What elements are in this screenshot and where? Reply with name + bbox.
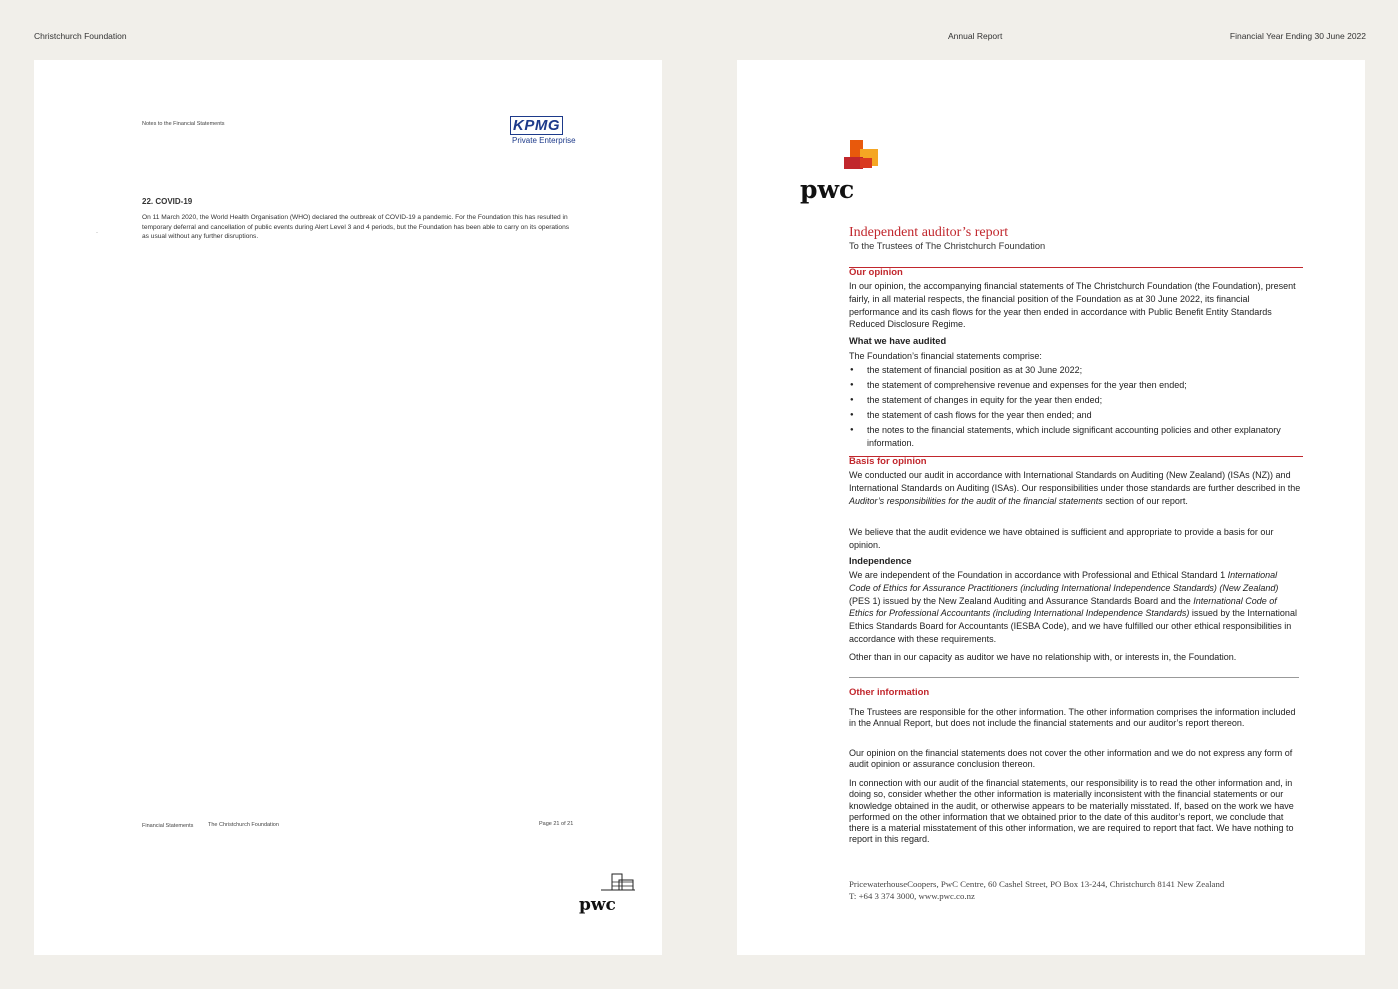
list-item: ● the notes to the financial statements, which include significant accounting policies and other explanatory information.: [849, 424, 1301, 450]
pwc-stamp-logo: [579, 872, 639, 917]
footer-page-number: Page 21 of 21: [539, 821, 574, 827]
list-item: ● the statement of cash flows for the year then ended; and: [849, 409, 1301, 422]
address-line: PricewaterhouseCoopers, PwC Centre, 60 Cashel Street, PO Box 13-244, Christchurch 8141 New Zealand: [849, 879, 1225, 889]
firm-address: [849, 878, 1224, 902]
basis-heading: Basis for opinion: [849, 456, 927, 467]
document-header: [0, 31, 1398, 45]
scan-mark: ·: [96, 230, 98, 236]
pwc-stamp-word: pwc: [579, 895, 616, 915]
what-audited-list: [849, 364, 1301, 452]
list-item: ● the statement of comprehensive revenue and expenses for the year then ended;: [849, 379, 1301, 392]
footer-label: Financial Statements: [142, 823, 194, 829]
report-subtitle: To the Trustees of The Christchurch Foundation: [849, 241, 1046, 251]
kpmg-wordmark: KPMG: [510, 116, 563, 135]
page-auditor-report: [737, 60, 1365, 955]
notes-label: Notes to the Financial Statements: [142, 121, 225, 127]
what-audited-intro: The Foundation’s financial statements comprise:: [849, 351, 1042, 361]
our-opinion-heading: Our opinion: [849, 267, 903, 278]
kpmg-subtitle: Private Enterprise: [512, 136, 576, 145]
list-item: ● the statement of financial position as at 30 June 2022;: [849, 364, 1301, 377]
other-info-text-2: Our opinion on the financial statements does not cover the other information and we do not express any form of audit opinion or assurance conclusion thereon.: [849, 748, 1293, 770]
list-item: ● the statement of changes in equity for the year then ended;: [849, 394, 1301, 407]
section-divider: [849, 267, 1303, 268]
other-info-text-1: The Trustees are responsible for the other information. The other information comprises the information included in the Annual Report, but does not include the financial statements and our auditor’s report thereon.: [849, 707, 1296, 729]
section-heading: 22. COVID-19: [142, 197, 193, 206]
independence-text-2: Other than in our capacity as auditor we have no relationship with, or interests in, the Foundation.: [849, 652, 1237, 662]
independence-heading: Independence: [849, 556, 912, 566]
report-title: Independent auditor’s report: [849, 225, 1009, 240]
header-financial-year: Financial Year Ending 30 June 2022: [1229, 31, 1366, 41]
section-text: On 11 March 2020, the World Health Organisation (WHO) declared the outbreak of COVID-19 a pandemic. For the Foundation this has resulted in temporary deferral and cancellation of public events during Alert Level 3 and 4 periods, but the Foundation has been able to carry on its operations as usual without any further disruptions.: [142, 214, 570, 240]
pwc-wordmark: pwc: [800, 175, 855, 204]
other-info-heading: Other information: [849, 687, 930, 698]
basis-text-1: We conducted our audit in accordance with International Standards on Auditing (New Zealand) (ISAs (NZ)) and International Standards on Auditing (ISAs). Our responsibilities under those standards are further described in the Auditor’s responsibilities for the audit of the financial statements section of our report.: [849, 470, 1301, 506]
independence-text-1: We are independent of the Foundation in accordance with Professional and Ethical Standard 1 International Code of Ethics for Assurance Practitioners (including International Independence Standards) (New Zealand) (PES 1) issued by the New Zealand Auditing and Assurance Standards Board and the International Code of Ethics for Professional Accountants (including International Independence Standards) issued by the International Ethics Standards Board for Accountants (IESBA Code), and we have fulfilled our other ethical responsibilities in accordance with these requirements.: [849, 570, 1297, 644]
header-organisation: Christchurch Foundation: [34, 31, 127, 41]
header-document-type: Annual Report: [948, 31, 1003, 41]
other-info-text-3: In connection with our audit of the financial statements, our responsibility is to read the other information and, in doing so, consider whether the other information is materially inconsistent with the financial statements or our knowledge obtained in the audit, or otherwise appears to be materially misstated. If, based on the work we have performed on the other information that we obtained prior to the date of this auditor’s report, we conclude that there is a material misstatement of this other information, we are required to report that fact. We have nothing to report in this regard.: [849, 778, 1294, 845]
pwc-logo: [800, 140, 890, 202]
basis-text-2: We believe that the audit evidence we have obtained is sufficient and appropriate to provide a basis for our opinion.: [849, 527, 1274, 550]
contact-line: T: +64 3 374 3000, www.pwc.co.nz: [849, 891, 975, 901]
our-opinion-text: In our opinion, the accompanying financial statements of The Christchurch Foundation (the Foundation), present fairly, in all material respects, the financial position of the Foundation as at 30 June 2022, its financial performance and its cash flows for the year then ended in accordance with Public Benefit Entity Standards Reduced Disclosure Regime.: [849, 281, 1296, 330]
kpmg-logo: [510, 117, 576, 145]
footer-organisation: The Christchurch Foundation: [208, 822, 279, 828]
page-notes-covid: [34, 60, 662, 955]
section-divider: [849, 677, 1299, 678]
what-audited-heading: What we have audited: [849, 336, 947, 346]
